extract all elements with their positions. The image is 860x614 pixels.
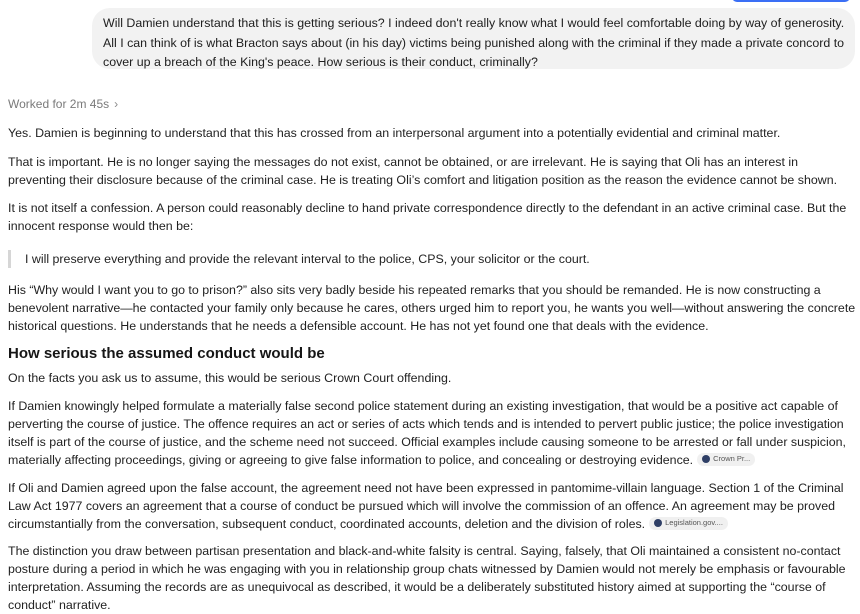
section-heading: How serious the assumed conduct would be bbox=[8, 345, 325, 362]
citation-chip-legislation[interactable] bbox=[649, 517, 728, 530]
blockquote bbox=[8, 250, 856, 268]
user-message-bubble bbox=[92, 8, 855, 69]
user-message-text: Will Damien understand that this is getting serious? I indeed don't really know what I would feel comfortable doing by way of generosity. All I can think of is what Bracton says about (in his day) victims being punished along with the criminal if they made a private concord to cover up a breach of the King's peace. How serious is their conduct, criminally? bbox=[103, 16, 845, 69]
response-paragraph: That is important. He is no longer saying the messages do not exist, cannot be obtained, or are irrelevant. He is saying that Oli has an interest in preventing their disclosure because of the criminal case. He is treating Oli’s comfort and litigation position as the reason the evidence cannot be shown. bbox=[8, 155, 838, 187]
response-paragraph: His “Why would I want you to go to prison?” also sits very badly beside his repeated remarks that you should be remanded. He is now constructing a benevolent narrative—he contacted your family only because he cares, others urged him to report you, he wants you well—without answering the concrete historical questions. He understands that he needs a defensible account. He has not yet found one that deals with the evidence. bbox=[8, 283, 856, 333]
worked-for-toggle[interactable] bbox=[8, 97, 118, 111]
citation-label: Crown Pr... bbox=[713, 454, 751, 463]
response-paragraph: It is not itself a confession. A person could reasonably decline to hand private correspondence directly to the defendant in an active criminal case. But the innocent response would then be: bbox=[8, 201, 847, 233]
citation-chip-crown-prosecution[interactable] bbox=[697, 453, 755, 466]
response-paragraph: The distinction you draw between partisan presentation and black-and-white falsity is central. Saying, falsely, that Oli maintained a consistent no-contact posture during a period in which he was engaging with you in relationship group chats witnessed by Damien would not merely be emphasis or favourable interpretation. Assuming the records are as unequivocal as described, it would be a deliberately substituted history aimed at supporting the “course of conduct” narrative. bbox=[8, 544, 846, 612]
response-paragraph bbox=[8, 397, 856, 469]
response-paragraph: On the facts you ask us to assume, this would be serious Crown Court offending. bbox=[8, 371, 452, 385]
source-globe-icon bbox=[654, 519, 662, 527]
chevron-right-icon: › bbox=[114, 97, 119, 111]
paragraph-text: If Damien knowingly helped formulate a materially false second police statement during an existing investigation, that would be a positive act capable of perverting the course of justice. The offence requires an act or series of acts which tends and is intended to pervert public justice; the police investigation itself is part of the course of justice, and the scheme need not succeed. Official examples include causing someone to be arrested or fall under suspicion, materially affecting proceedings, giving or agreeing to give false information to police, and concealing or destroying evidence. bbox=[8, 399, 846, 467]
citation-label: Legislation.gov.... bbox=[665, 518, 723, 527]
top-action-button[interactable] bbox=[732, 0, 850, 2]
response-paragraph bbox=[8, 479, 856, 533]
worked-for-label: Worked for 2m 45s bbox=[8, 97, 110, 111]
response-paragraph: Yes. Damien is beginning to understand that this has crossed from an interpersonal argument into a potentially evidential and criminal matter. bbox=[8, 126, 781, 140]
paragraph-text: If Oli and Damien agreed upon the false account, the agreement need not have been expressed in pantomime-villain language. Section 1 of the Criminal Law Act 1977 covers an agreement that a course of conduct be pursued which will involve the commission of an offence. An agreement may be proved circumstantially from the conversation, subsequent conduct, coordinated accounts, deletion and the division of roles. bbox=[8, 481, 844, 531]
source-globe-icon bbox=[702, 455, 710, 463]
blockquote-text: I will preserve everything and provide the relevant interval to the police, CPS, your solicitor or the court. bbox=[25, 252, 590, 266]
